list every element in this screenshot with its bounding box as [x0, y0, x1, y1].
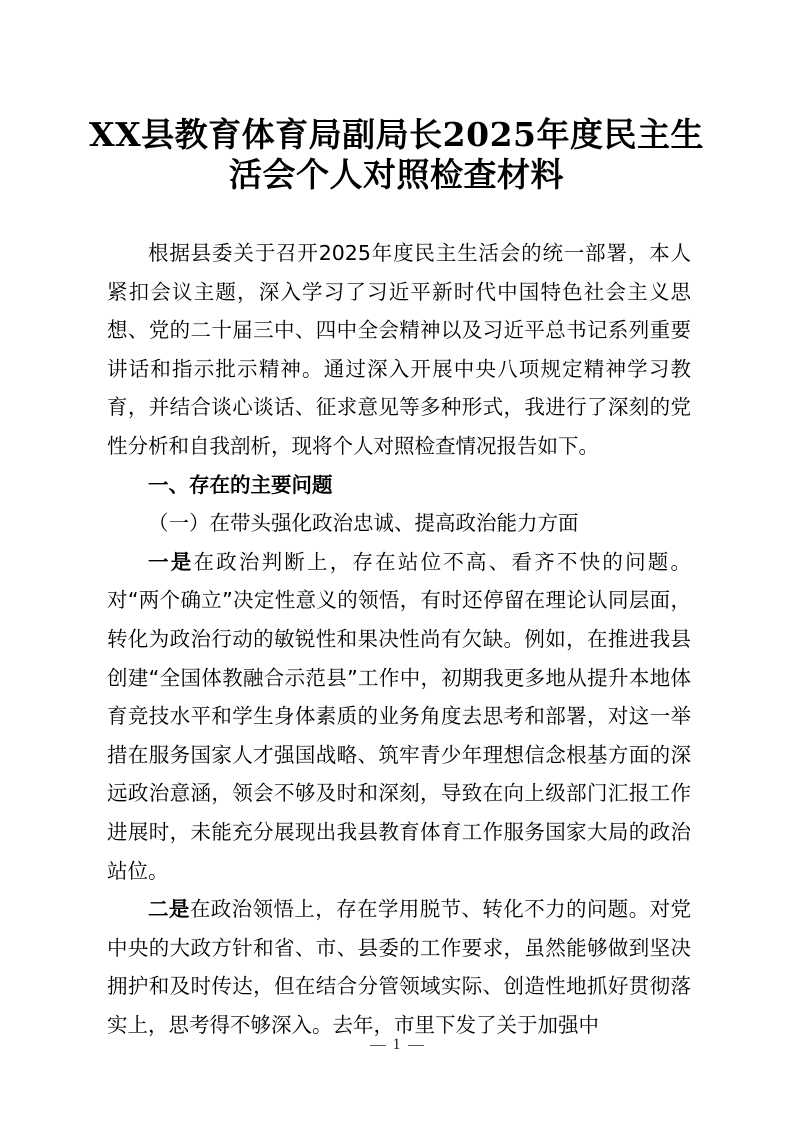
- title-line-2: 活会个人对照检查材料: [229, 155, 564, 194]
- item-lead: 二是: [148, 897, 190, 922]
- item-paragraph-2: [107, 890, 691, 1044]
- document-body: [107, 234, 691, 1044]
- subsection-heading: （一）在带头强化政治忠诚、提高政治能力方面: [148, 511, 579, 536]
- item-lead: 一是: [148, 549, 194, 574]
- item-text: 在政治判断上，存在站位不高、看齐不快的问题。对“两个确立”决定性意义的领悟，有时还停留在理论认同层面，转化为政治行动的敏锐性和果决性尚有欠缺。例如，在推进我县创建“全国体教融合示范县”工作中，初期我更多地从提升本地体育竞技水平和学生身体素质的业务角度去思考和部署，对这一举措在服务国家人才强国战略、筑牢青少年理想信念根基方面的深远政治意涵，领会不够及时和深刻，导致在向上级部门汇报工作进展时，未能充分展现出我县教育体育工作服务国家大局的政治站位。: [107, 549, 692, 883]
- page-number: 1: [392, 1036, 401, 1053]
- item-text: 在政治领悟上，存在学用脱节、转化不力的问题。对党中央的大政方针和省、市、县委的工作要求，虽然能够做到坚决拥护和及时传达，但在结合分管领域实际、创造性地抓好贯彻落实上，思考得不够深入。去年，市里下发了关于加强中: [107, 897, 692, 1037]
- document-title: [80, 115, 713, 195]
- dash-right: [408, 1045, 424, 1046]
- title-line-1: XX县教育体育局副局长2025年度民主生: [88, 115, 705, 154]
- intro-paragraph: 根据县委关于召开2025年度民主生活会的统一部署，本人紧扣会议主题，深入学习了习近平新时代中国特色社会主义思想、党的二十届三中、四中全会精神以及习近平总书记系列重要讲话和指示批示精神。通过深入开展中央八项规定精神学习教育，并结合谈心谈话、征求意见等多种形式，我进行了深刻的党性分析和自我剖析，现将个人对照检查情况报告如下。: [107, 241, 691, 458]
- dash-left: [370, 1045, 386, 1046]
- section-heading: 一、存在的主要问题: [148, 472, 333, 497]
- item-paragraph-1: [107, 543, 691, 890]
- page-footer: [0, 1036, 793, 1054]
